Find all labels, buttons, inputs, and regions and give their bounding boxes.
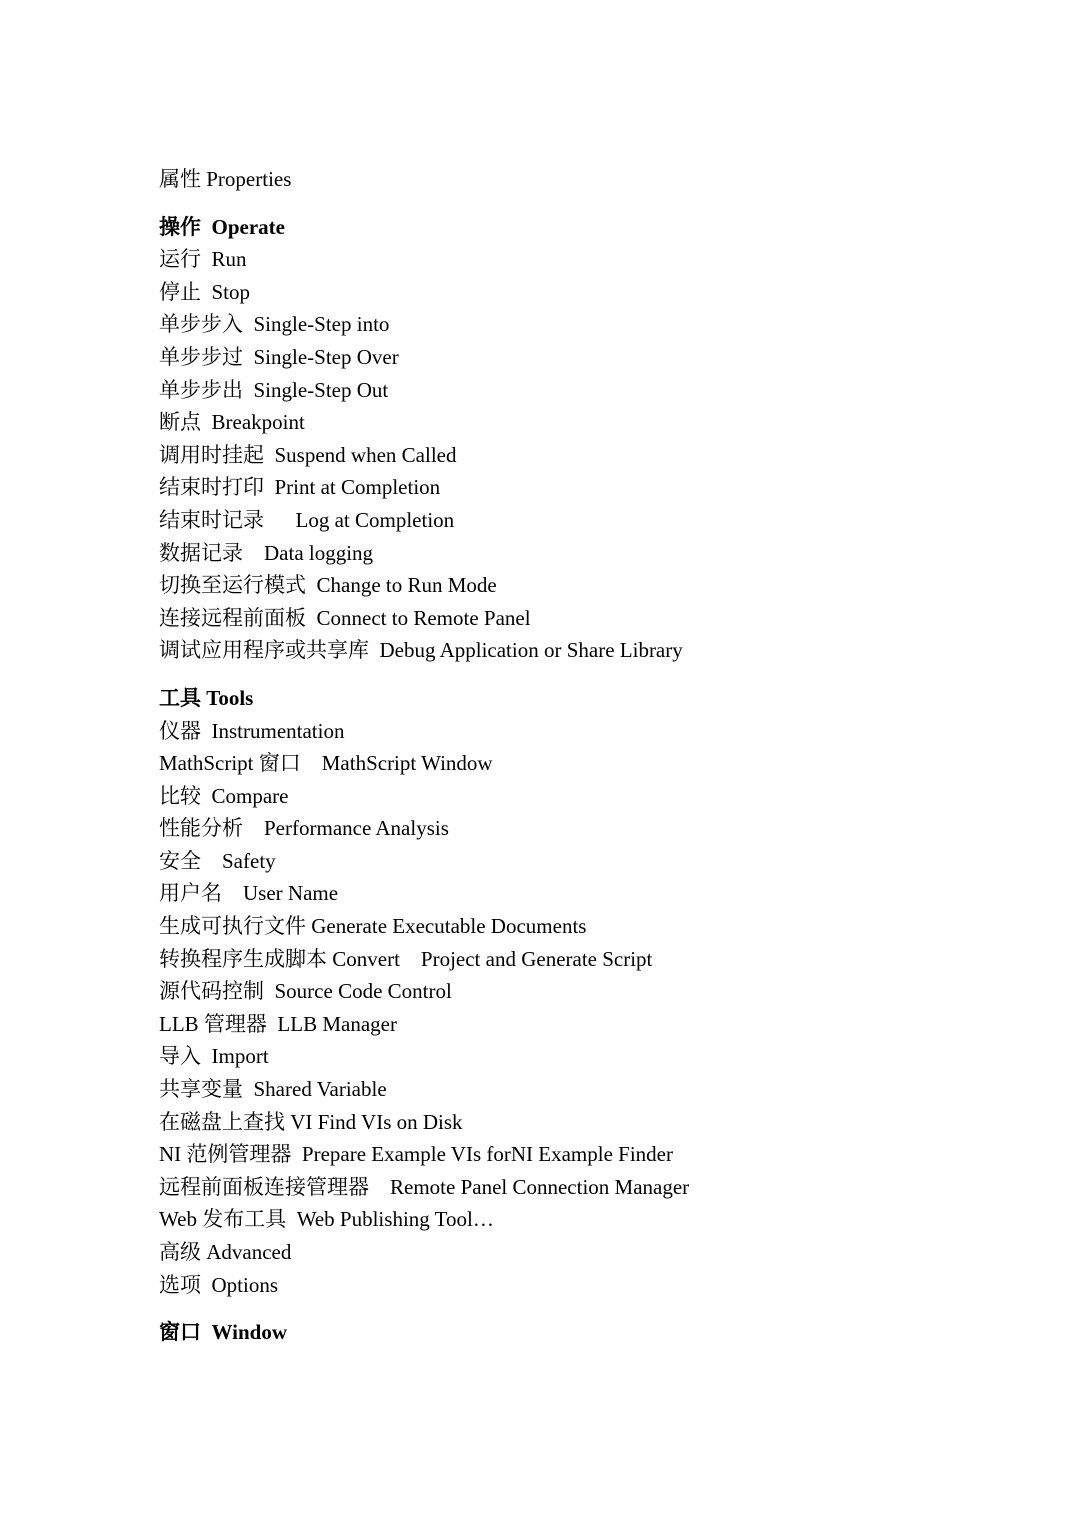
menu-entry: 单步步出 Single-Step Out	[159, 377, 389, 402]
menu-entry: 数据记录 Data logging	[159, 540, 374, 565]
menu-entry: 连接远程前面板 Connect to Remote Panel	[159, 605, 531, 630]
menu-entry: 停止 Stop	[159, 279, 251, 304]
section-heading-operate: 操作 Operate	[159, 214, 285, 239]
menu-entry: 高级 Advanced	[159, 1240, 292, 1264]
menu-entry: 结束时打印 Print at Completion	[159, 475, 441, 500]
menu-entry: 远程前面板连接管理器 Remote Panel Connection Manager	[159, 1174, 690, 1199]
menu-entry: Web 发布工具 Web Publishing Tool…	[159, 1207, 494, 1232]
menu-entry: 选项 Options	[159, 1272, 279, 1297]
menu-entry: 运行 Run	[159, 247, 247, 272]
menu-entry: 在磁盘上查找 VI Find VIs on Disk	[159, 1109, 463, 1134]
section-heading-tools: 工具 Tools	[159, 685, 254, 710]
menu-entry: 共享变量 Shared Variable	[159, 1077, 387, 1102]
menu-entry: 源代码控制 Source Code Control	[159, 979, 452, 1004]
menu-entry: 单步步入 Single-Step into	[159, 312, 390, 337]
menu-entry: 调用时挂起 Suspend when Called	[159, 442, 457, 467]
menu-entry: 安全 Safety	[159, 848, 276, 873]
menu-entry: 性能分析 Performance Analysis	[159, 816, 449, 841]
menu-entry: 单步步过 Single-Step Over	[159, 344, 399, 369]
document-body	[159, 163, 1019, 1349]
menu-entry: 切换至运行模式 Change to Run Mode	[159, 573, 497, 598]
section-heading-window: 窗口 Window	[159, 1320, 287, 1345]
menu-entry: NI 范例管理器 Prepare Example VIs forNI Example Finder	[159, 1142, 673, 1167]
menu-entry: 生成可执行文件 Generate Executable Documents	[159, 914, 587, 939]
menu-entry: 比较 Compare	[159, 783, 289, 808]
menu-entry: MathScript 窗口 MathScript Window	[159, 751, 493, 776]
menu-entry: 转换程序生成脚本 Convert Project and Generate Script	[159, 946, 653, 971]
menu-entry: 结束时记录 Log at Completion	[159, 507, 455, 532]
menu-entry-properties: 属性 Properties	[159, 167, 292, 191]
menu-entry: 调试应用程序或共享库 Debug Application or Share Library	[159, 638, 683, 663]
menu-entry: LLB 管理器 LLB Manager	[159, 1011, 397, 1036]
menu-entry: 仪器 Instrumentation	[159, 718, 345, 743]
menu-entry: 断点 Breakpoint	[159, 410, 305, 435]
menu-entry: 导入 Import	[159, 1044, 269, 1069]
menu-entry: 用户名 User Name	[159, 881, 339, 906]
